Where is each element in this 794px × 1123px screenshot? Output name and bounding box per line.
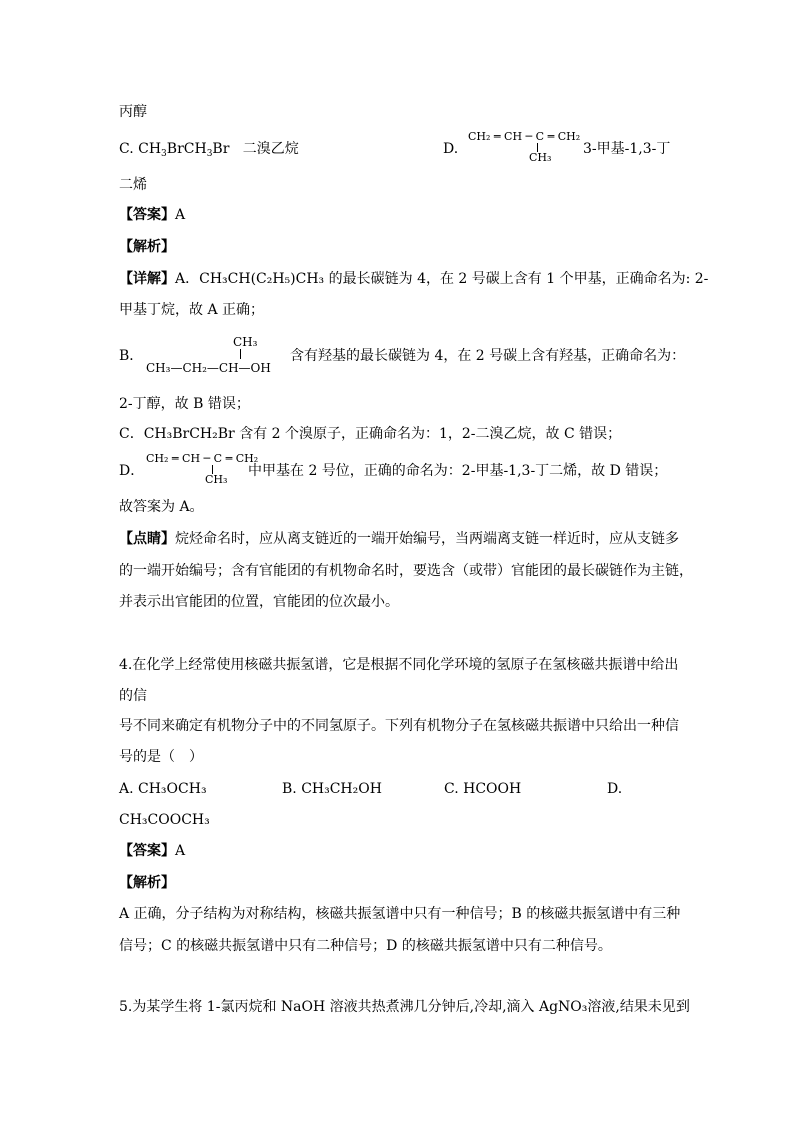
q3-conclusion: 故答案为 A。 (119, 499, 204, 515)
option-c-formula: $CH_3BrCH_3Br$ (138, 141, 230, 159)
q3-tip: 【点睛】烷烃命名时，应从离支链近的一端开始编号，当两端离支链一样近时，应从支链多 (119, 531, 679, 547)
q3-detail-d-text: 中甲基在 2 号位，正确的命名为：2-甲基-1,3-丁二烯，故 D 错误； (248, 463, 668, 479)
q4-stem-line1: 4.在化学上经常使用核磁共振氢谱，它是根据不同化学环境的氢原子在氢核磁共振谱中给出 (119, 657, 679, 673)
struct-methyl: CH₃ (529, 151, 552, 164)
q3-line-propanol: 丙醇 (119, 104, 147, 120)
q3-detail-d-label: D． (119, 463, 145, 479)
q3-option-c (119, 139, 299, 164)
q3-tip-cont1: 的一端开始编号；含有官能团的有机物命名时，要选含（或带）官能团的最长碳链作为主链， (119, 563, 693, 579)
answer-tag: 【答案】 (119, 207, 175, 223)
option-d-label: D. (443, 141, 459, 157)
q5-stem-line1: 5.为某学生将 1-氯丙烷和 NaOH 溶液共热煮沸几分钟后,冷却,滴入 AgNO₃溶液,结果未见到 (119, 999, 690, 1015)
option-d-name: 3-甲基-1,3-丁 (583, 141, 671, 157)
detail-tag: 【详解】 (119, 271, 175, 287)
struct-main-chain: CH₃—CH₂—CH—OH (146, 361, 271, 375)
q3-answer (119, 205, 185, 225)
struct-main-chain: CH₂ ═ CH ─ C ═ CH₂ (468, 130, 581, 143)
q3-tip-cont2: 并表示出官能团的位置，官能团的位次最小。 (119, 594, 399, 610)
q4-stem-line2: 的信 (119, 688, 147, 704)
struct-methyl: CH₃ (205, 473, 228, 486)
q4-explanation-line2: 信号；C 的核磁共振氢谱中只有二种信号；D 的核磁共振氢谱中只有二种信号。 (119, 938, 612, 954)
tip-tag: 【点睛】 (119, 531, 175, 547)
q3-analysis-tag: 【解析】 (119, 239, 175, 255)
q4-option-d-formula: CH₃COOCH₃ (119, 812, 210, 828)
q4-analysis-tag: 【解析】 (119, 875, 175, 891)
q3-detail-a-cont: 甲基丁烷，故 A 正确； (119, 302, 265, 318)
option-c-name: 二溴乙烷 (242, 141, 299, 157)
q4-option-b: B. CH₃CH₂OH (282, 781, 382, 797)
struct-bond (240, 349, 241, 359)
answer-value: A (175, 207, 186, 223)
q4-answer (119, 841, 185, 861)
q4-stem-line4: 号的是（ ） (119, 749, 203, 765)
answer-tag: 【答案】 (119, 843, 175, 859)
q4-explanation-line1: A 正确，分子结构为对称结构，核磁共振氢谱中只有一种信号；B 的核磁共振氢谱中有三种 (119, 906, 681, 922)
q3-detail-b-cont: 2-丁醇，故 B 错误； (119, 396, 250, 412)
q3-line-diene: 二烯 (119, 177, 147, 193)
q4-stem-line3: 号不同来确定有机物分子中的不同氢原子。下列有机物分子在氢核磁共振谱中只给出一种信 (119, 718, 679, 734)
option-c-label: C. (119, 141, 139, 157)
q3-detail-c: C．CH₃BrCH₂Br 含有 2 个溴原子，正确命名为：1，2-二溴乙烷，故 C 错误； (119, 426, 622, 442)
q3-detail-b-text: 含有羟基的最长碳链为 4，在 2 号碳上含有羟基，正确命名为： (290, 348, 686, 364)
q3-detail-a: 【详解】A．CH₃CH(C₂H₅)CH₃ 的最长碳链为 4，在 2 号碳上含有 1 个甲基，正确命名为: 2- (119, 271, 709, 287)
struct-top-methyl: CH₃ (233, 335, 258, 349)
struct-main-chain: CH₂ ═ CH ─ C ═ CH₂ (146, 452, 259, 465)
q4-option-c: C. HCOOH (444, 781, 522, 797)
q4-option-a: A. CH₃OCH₃ (119, 781, 207, 797)
answer-value: A (175, 843, 186, 859)
q3-detail-b-label: B． (119, 348, 144, 364)
q4-option-d: D. (607, 781, 623, 797)
